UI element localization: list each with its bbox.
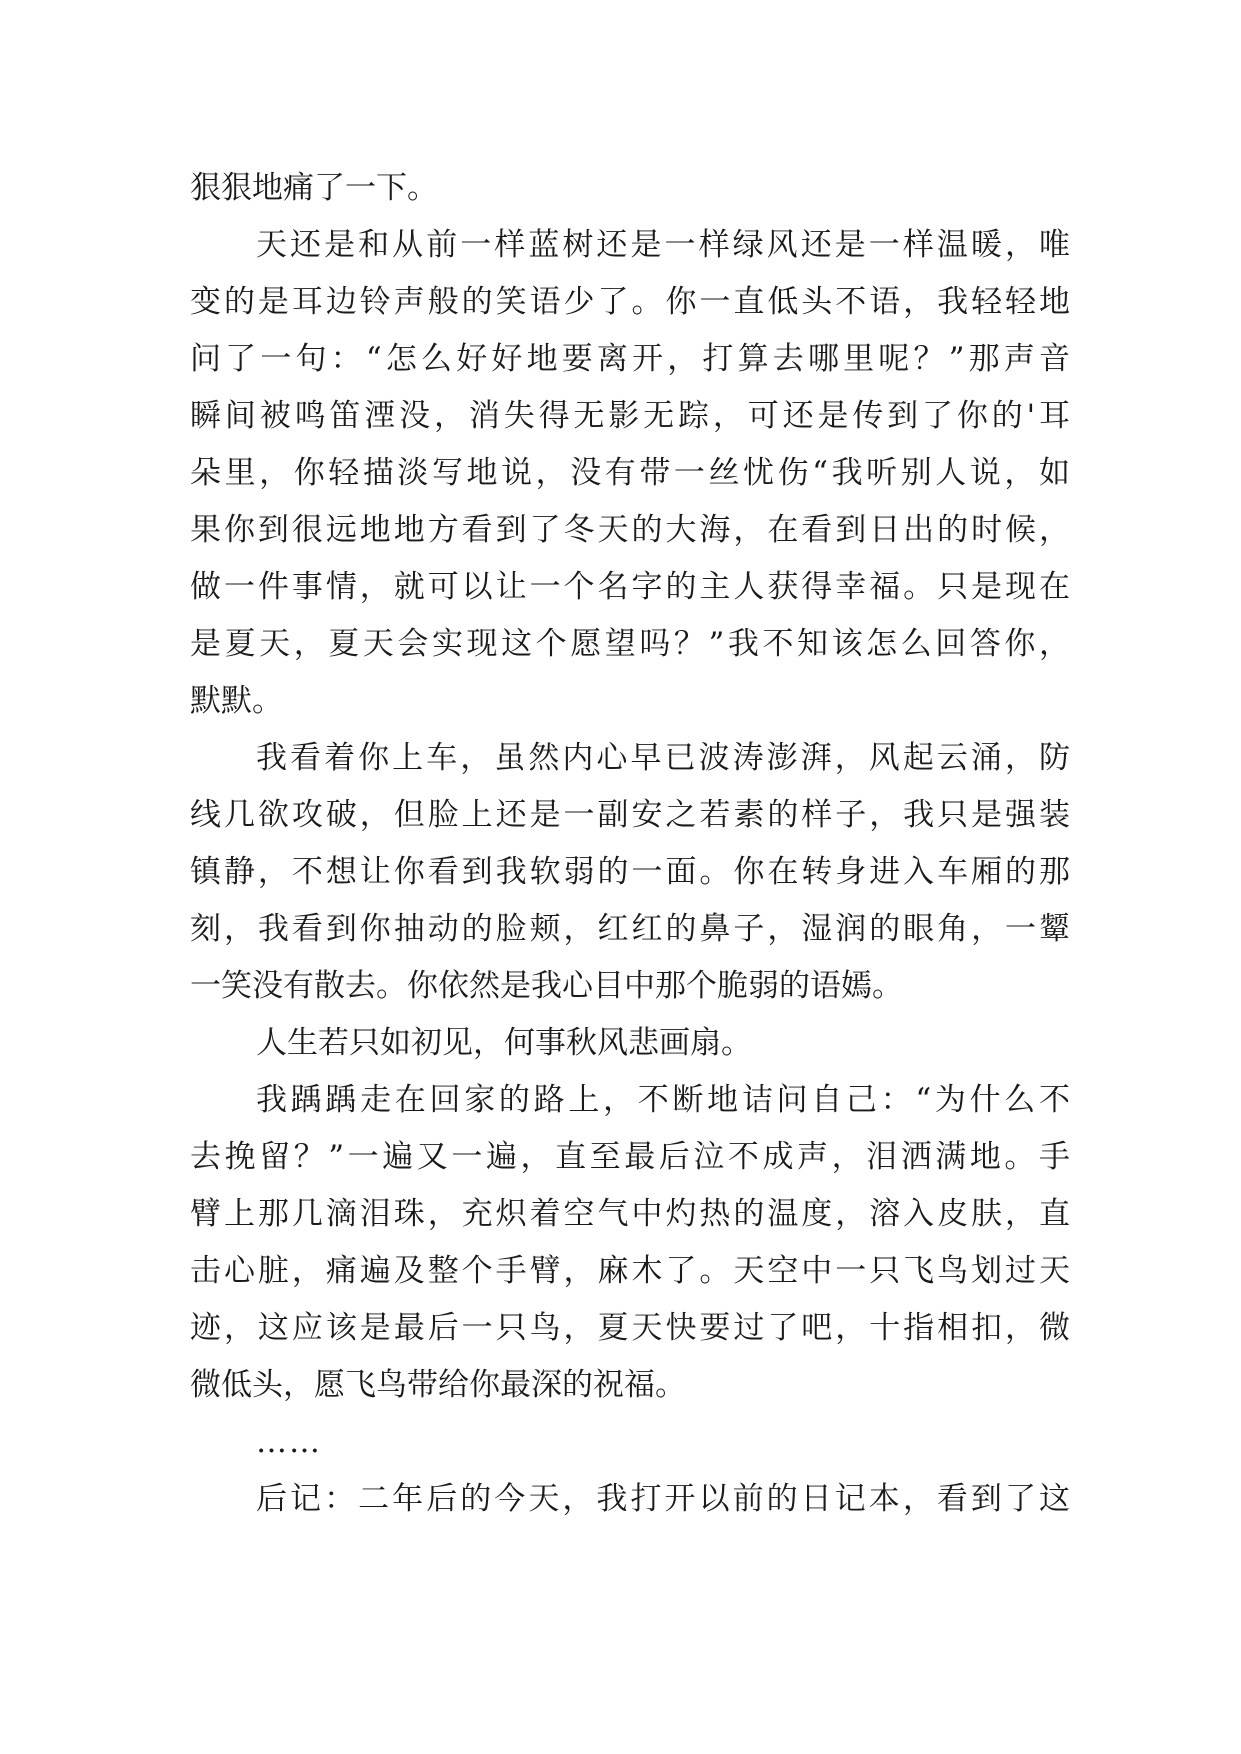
text-line: 迹，这应该是最后一只鸟，夏天快要过了吧，十指相扣，微 <box>190 1310 1070 1346</box>
text-line: 变的是耳边铃声般的笑语少了。你一直低头不语，我轻轻地 <box>190 284 1070 320</box>
ellipsis-line: …… <box>256 1424 322 1460</box>
paragraph-first-line: 天还是和从前一样蓝树还是一样绿风还是一样温暖，唯 <box>256 227 1070 263</box>
text-line: 果你到很远地地方看到了冬天的大海，在看到日出的时候， <box>190 512 1070 548</box>
text-line: 一笑没有散去。你依然是我心目中那个脆弱的语嫣。 <box>190 968 903 1004</box>
text-line: 朵里，你轻描淡写地说，没有带一丝忧伤“我听别人说，如 <box>190 455 1070 491</box>
paragraph-first-line: 后记：二年后的今天，我打开以前的日记本，看到了这 <box>256 1481 1070 1517</box>
text-line: 刻，我看到你抽动的脸颊，红红的鼻子，湿润的眼角，一颦 <box>190 911 1070 947</box>
text-line: 瞬间被鸣笛湮没，消失得无影无踪，可还是传到了你的'耳 <box>190 398 1070 434</box>
text-line: 臂上那几滴泪珠，充炽着空气中灼热的温度，溶入皮肤，直 <box>190 1196 1070 1232</box>
text-line: 线几欲攻破，但脸上还是一副安之若素的样子，我只是强装 <box>190 797 1070 833</box>
text-line: 击心脏，痛遍及整个手臂，麻木了。天空中一只飞鸟划过天 <box>190 1253 1070 1289</box>
text-line: 狠狠地痛了一下。 <box>190 170 438 206</box>
paragraph-first-line: 我踽踽走在回家的路上，不断地诘问自己：“为什么不 <box>256 1082 1070 1118</box>
document-body <box>190 160 1070 1528</box>
text-line: 是夏天，夏天会实现这个愿望吗？”我不知该怎么回答你， <box>190 626 1070 662</box>
paragraph-first-line: 人生若只如初见，何事秋风悲画扇。 <box>256 1025 752 1061</box>
text-line: 做一件事情，就可以让一个名字的主人获得幸福。只是现在 <box>190 569 1070 605</box>
text-line: 问了一句：“怎么好好地要离开，打算去哪里呢？”那声音 <box>190 341 1070 377</box>
text-line: 镇静，不想让你看到我软弱的一面。你在转身进入车厢的那 <box>190 854 1070 890</box>
text-line: 去挽留？”一遍又一遍，直至最后泣不成声，泪洒满地。手 <box>190 1139 1070 1175</box>
text-line: 默默。 <box>190 683 283 719</box>
paragraph-first-line: 我看着你上车，虽然内心早已波涛澎湃，风起云涌，防 <box>256 740 1070 776</box>
text-line: 微低头，愿飞鸟带给你最深的祝福。 <box>190 1367 686 1403</box>
